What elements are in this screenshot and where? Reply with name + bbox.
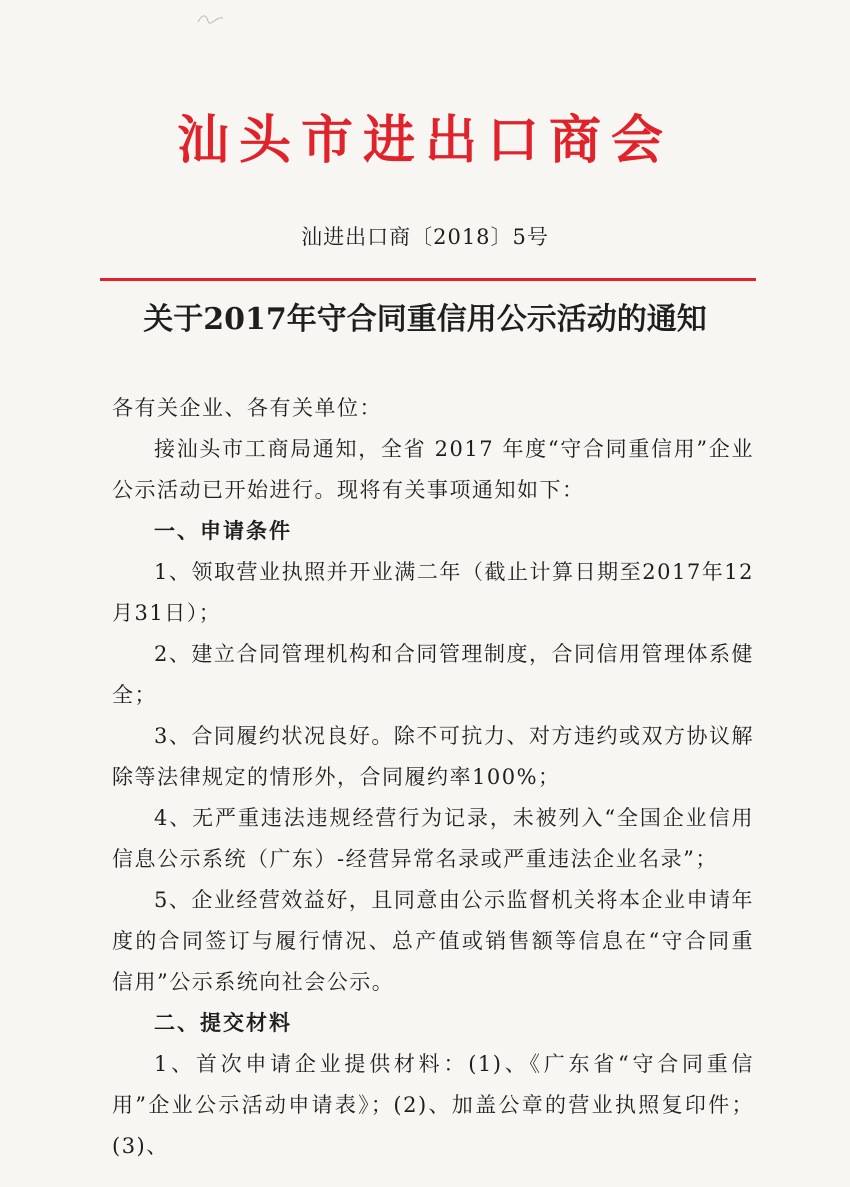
pencil-mark [196,12,226,26]
requirement-item-1: 1、领取营业执照并开业满二年（截止计算日期至2017年12月31日）； [112,560,754,625]
requirement-item-2: 2、建立合同管理机构和合同管理制度，合同信用管理体系健全； [112,642,754,707]
section-heading-requirements: 一、申请条件 [154,519,292,543]
requirement-item-3: 3、合同履约状况良好。除不可抗力、对方违约或双方协议解除等法律规定的情形外，合同履约率100%； [112,724,754,789]
document-title: 关于2017年守合同重信用公示活动的通知 [143,302,707,337]
requirement-item-5: 5、企业经营效益好，且同意由公示监督机关将本企业申请年度的合同签订与履行情况、总产值或销售额等信息在“守合同重信用”公示系统向社会公示。 [112,888,754,994]
section-heading-materials: 二、提交材料 [154,1011,292,1035]
organization-header: 汕头市进出口商会 [176,110,673,171]
materials-item-1: 1、首次申请企业提供材料：(1)、《广东省“守合同重信用”企业公示活动申请表》；(2)、加盖公章的营业执照复印件；(3)、 [112,1052,754,1158]
document-number: 汕进出口商〔2018〕5号 [301,225,549,249]
document-body [112,388,754,1167]
red-divider [100,278,756,281]
intro-paragraph: 接汕头市工商局通知，全省 2017 年度“守合同重信用”企业公示活动已开始进行。现将有关事项通知如下： [112,437,754,502]
requirement-item-4: 4、无严重违法违规经营行为记录，未被列入“全国企业信用信息公示系统（广东）-经营异常名录或严重违法企业名录”； [112,806,754,871]
salutation: 各有关企业、各有关单位： [112,396,382,420]
